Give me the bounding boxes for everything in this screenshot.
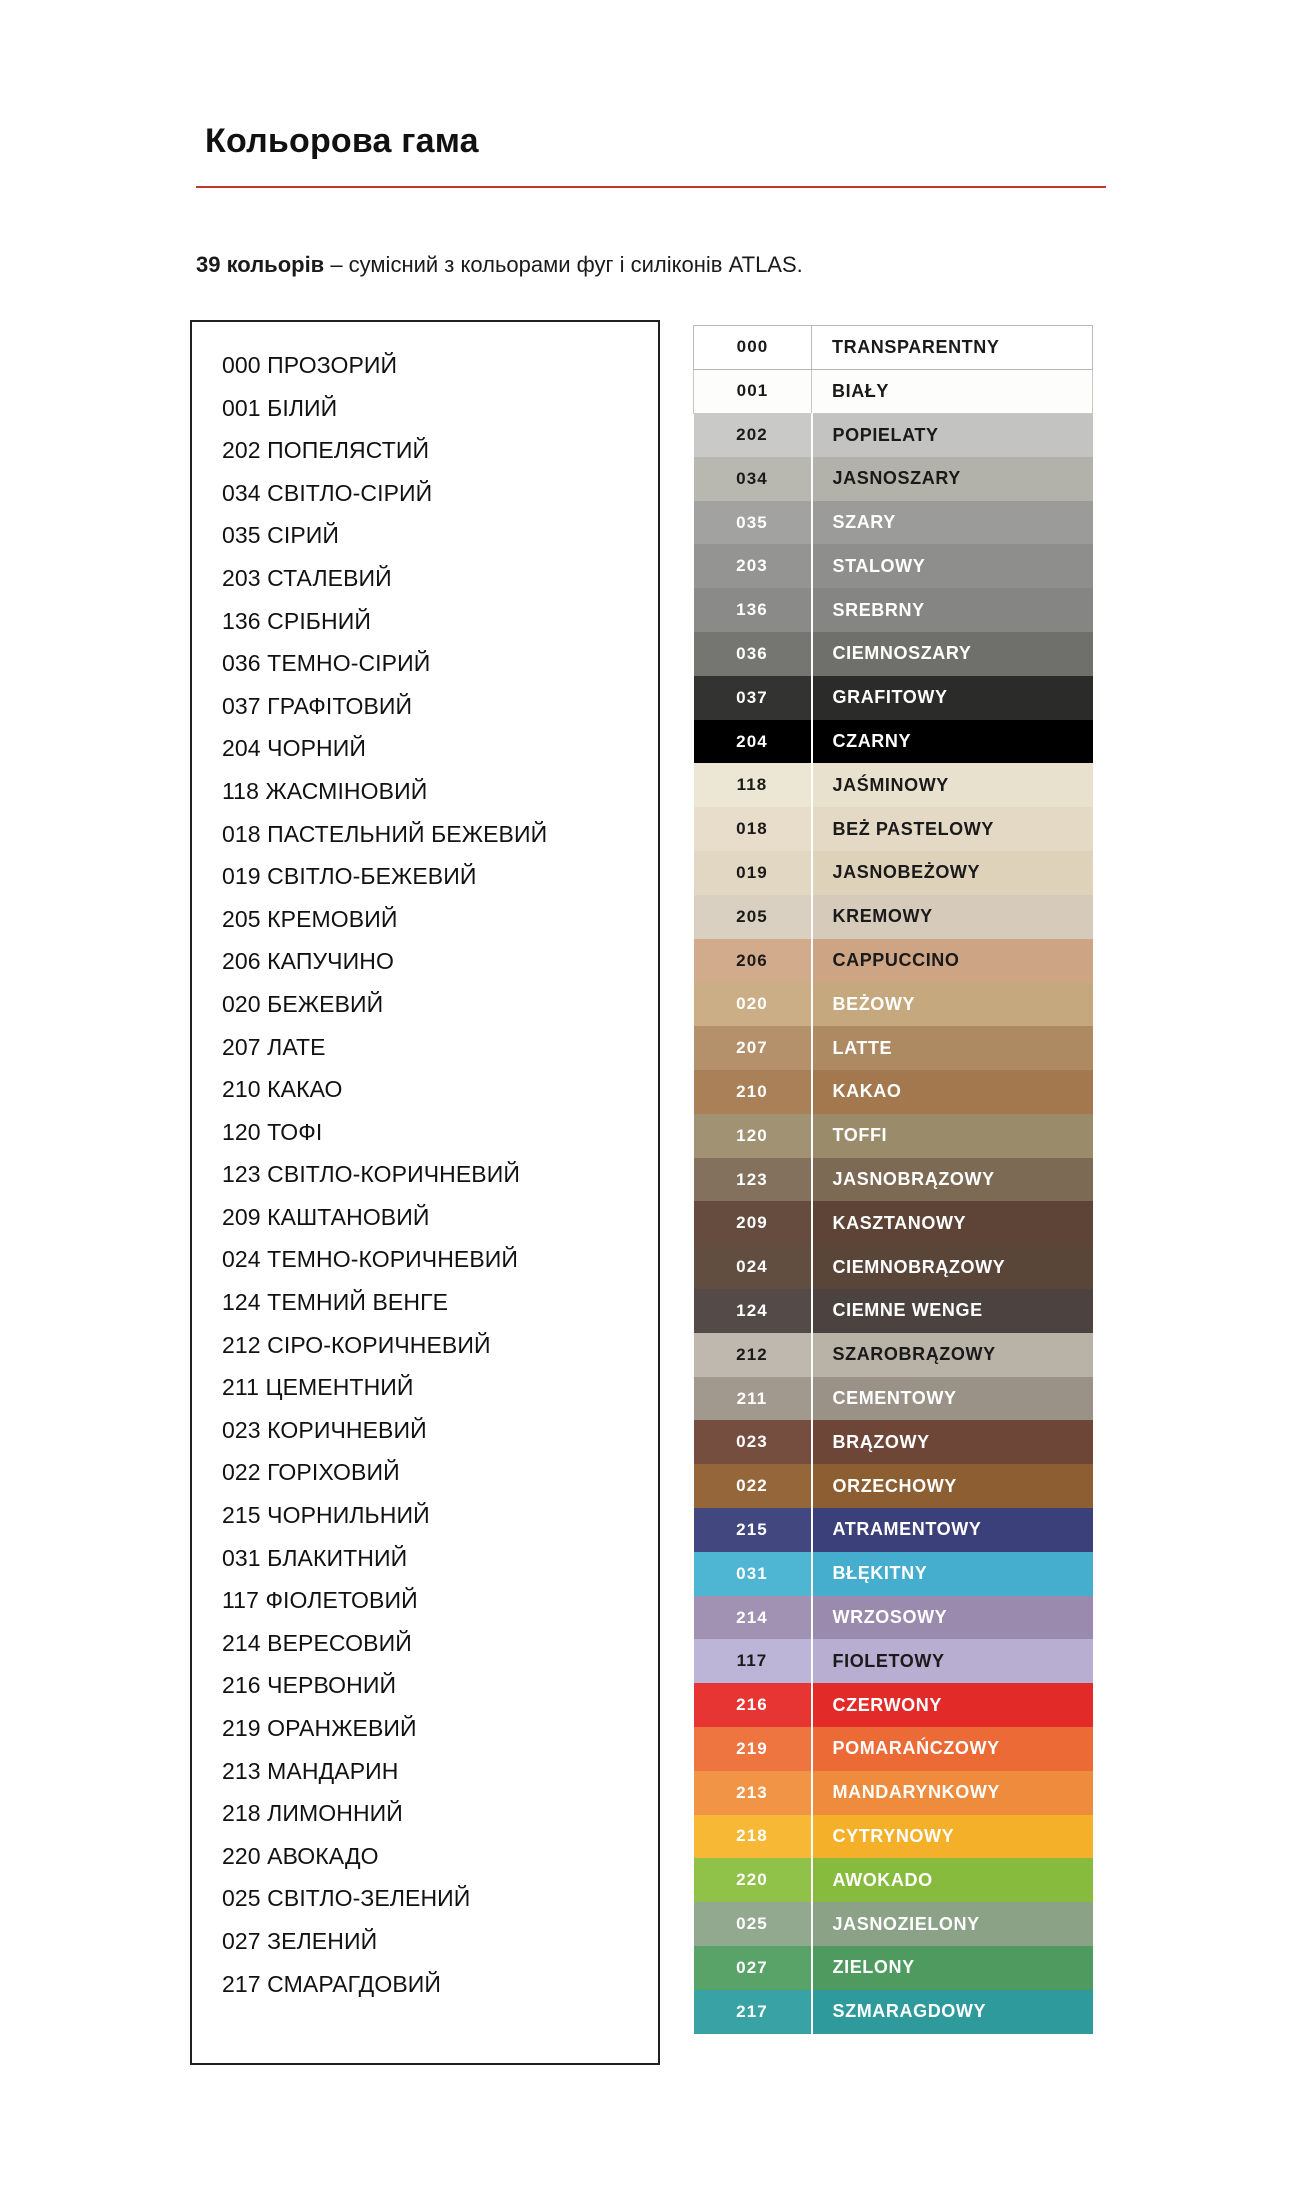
swatch-name: SREBRNY [812, 588, 1093, 632]
list-item: 118 ЖАСМІНОВИЙ [222, 777, 428, 804]
swatch-code: 120 [694, 1114, 812, 1158]
swatch-code: 219 [694, 1727, 812, 1771]
list-item: 123 СВІТЛО-КОРИЧНЕВИЙ [222, 1161, 520, 1188]
list-item: 206 КАПУЧИНО [222, 948, 394, 975]
table-row [694, 1333, 1093, 1377]
swatch-code: 205 [694, 895, 812, 939]
table-row [694, 1902, 1093, 1946]
list-item: 027 ЗЕЛЕНИЙ [222, 1927, 378, 1954]
table-row [694, 544, 1093, 588]
subtitle [196, 252, 803, 278]
swatch-name: LATTE [812, 1026, 1093, 1070]
swatch-code: 001 [694, 369, 812, 413]
swatch-name: AWOKADO [812, 1858, 1093, 1902]
swatch-code: 019 [694, 851, 812, 895]
swatch-name: JASNOZIELONY [812, 1902, 1093, 1946]
table-row [694, 1508, 1093, 1552]
list-item: 211 ЦЕМЕНТНИЙ [222, 1374, 414, 1401]
list-item: 024 ТЕМНО-КОРИЧНЕВИЙ [222, 1246, 519, 1273]
list-item: 209 КАШТАНОВИЙ [222, 1203, 430, 1230]
table-row [694, 1858, 1093, 1902]
table-row [694, 1158, 1093, 1202]
color-swatch-table [693, 325, 1093, 2034]
list-item: 124 ТЕМНИЙ ВЕНГЕ [222, 1289, 449, 1316]
swatch-code: 216 [694, 1683, 812, 1727]
swatch-name: CIEMNOSZARY [812, 632, 1093, 676]
swatch-name: POPIELATY [812, 413, 1093, 457]
swatch-code: 209 [694, 1201, 812, 1245]
list-item: 019 СВІТЛО-БЕЖЕВИЙ [222, 863, 477, 890]
table-row [694, 1639, 1093, 1683]
list-item: 216 ЧЕРВОНИЙ [222, 1672, 397, 1699]
table-row [694, 1815, 1093, 1859]
list-item: 001 БІЛИЙ [222, 394, 338, 421]
swatch-name: CIEMNOBRĄZOWY [812, 1245, 1093, 1289]
page-title: Кольорова гама [205, 122, 479, 160]
swatch-name: STALOWY [812, 544, 1093, 588]
list-item: 210 КАКАО [222, 1076, 343, 1103]
swatch-name: CAPPUCCINO [812, 939, 1093, 983]
swatch-code: 024 [694, 1245, 812, 1289]
swatch-code: 035 [694, 501, 812, 545]
swatch-code: 212 [694, 1333, 812, 1377]
swatch-code: 023 [694, 1420, 812, 1464]
color-count: 39 кольорів [196, 252, 325, 277]
list-item: 203 СТАЛЕВИЙ [222, 564, 392, 591]
table-row [694, 1420, 1093, 1464]
swatch-name: SZAROBRĄZOWY [812, 1333, 1093, 1377]
swatch-name: MANDARYNKOWY [812, 1771, 1093, 1815]
swatch-name: BRĄZOWY [812, 1420, 1093, 1464]
swatch-name: BEŻ PASTELOWY [812, 807, 1093, 851]
swatch-code: 124 [694, 1289, 812, 1333]
table-row [694, 1552, 1093, 1596]
swatch-code: 207 [694, 1026, 812, 1070]
swatch-name: TRANSPARENTNY [812, 326, 1093, 370]
list-item: 035 СІРИЙ [222, 522, 340, 549]
swatch-code: 118 [694, 763, 812, 807]
table-row [694, 982, 1093, 1026]
list-item: 022 ГОРІХОВИЙ [222, 1459, 400, 1486]
swatch-name: JASNOSZARY [812, 457, 1093, 501]
swatch-name: CIEMNE WENGE [812, 1289, 1093, 1333]
table-row [694, 501, 1093, 545]
table-row [694, 1464, 1093, 1508]
color-name-list [190, 320, 660, 2065]
table-row [694, 763, 1093, 807]
swatch-code: 204 [694, 720, 812, 764]
table-row [694, 1727, 1093, 1771]
list-item: 213 МАНДАРИН [222, 1757, 399, 1784]
table-row [694, 326, 1093, 370]
swatch-code: 037 [694, 676, 812, 720]
table-row [694, 1070, 1093, 1114]
table-row [694, 1026, 1093, 1070]
table-row [694, 939, 1093, 983]
subtitle-rest: – сумісний з кольорами фуг і силіконів ATLAS. [324, 252, 803, 277]
list-item: 215 ЧОРНИЛЬНИЙ [222, 1502, 430, 1529]
table-row [694, 413, 1093, 457]
table-row [694, 1771, 1093, 1815]
list-item: 219 ОРАНЖЕВИЙ [222, 1715, 417, 1741]
swatch-name: SZMARAGDOWY [812, 1990, 1093, 2034]
title-underline [196, 186, 1106, 188]
list-item: 117 ФІОЛЕТОВИЙ [222, 1587, 418, 1614]
swatch-code: 020 [694, 982, 812, 1026]
list-item: 212 СІРО-КОРИЧНЕВИЙ [222, 1331, 491, 1358]
list-item: 202 ПОПЕЛЯСТИЙ [222, 437, 430, 464]
table-row [694, 1596, 1093, 1640]
swatch-code: 218 [694, 1815, 812, 1859]
swatch-name: KAKAO [812, 1070, 1093, 1114]
list-item: 037 ГРАФІТОВИЙ [222, 692, 413, 719]
list-item: 207 ЛАТЕ [222, 1033, 326, 1060]
swatch-code: 034 [694, 457, 812, 501]
swatch-code: 213 [694, 1771, 812, 1815]
list-item: 020 БЕЖЕВИЙ [222, 990, 384, 1017]
swatch-code: 025 [694, 1902, 812, 1946]
swatch-code: 136 [694, 588, 812, 632]
table-row [694, 895, 1093, 939]
table-row [694, 1245, 1093, 1289]
swatch-code: 206 [694, 939, 812, 983]
list-item: 023 КОРИЧНЕВИЙ [222, 1416, 427, 1443]
swatch-name: BEŻOWY [812, 982, 1093, 1026]
swatch-name: POMARAŃCZOWY [812, 1727, 1093, 1771]
table-row [694, 1990, 1093, 2034]
swatch-name: ORZECHOWY [812, 1464, 1093, 1508]
list-item: 036 ТЕМНО-СІРИЙ [222, 650, 431, 677]
table-row [694, 1946, 1093, 1990]
swatch-code: 022 [694, 1464, 812, 1508]
swatch-name: TOFFI [812, 1114, 1093, 1158]
list-item: 025 СВІТЛО-ЗЕЛЕНИЙ [222, 1885, 471, 1912]
swatch-code: 203 [694, 544, 812, 588]
swatch-code: 027 [694, 1946, 812, 1990]
table-row [694, 457, 1093, 501]
swatch-name: BIAŁY [812, 369, 1093, 413]
swatch-name: JAŚMINOWY [812, 763, 1093, 807]
swatch-name: BŁĘKITNY [812, 1552, 1093, 1596]
list-item: 000 ПРОЗОРИЙ [222, 352, 398, 378]
swatch-code: 000 [694, 326, 812, 370]
swatch-code: 018 [694, 807, 812, 851]
list-item: 120 ТОФІ [222, 1118, 323, 1145]
swatch-name: WRZOSOWY [812, 1596, 1093, 1640]
swatch-code: 031 [694, 1552, 812, 1596]
swatch-code: 036 [694, 632, 812, 676]
swatch-name: JASNOBEŻOWY [812, 851, 1093, 895]
swatch-name: SZARY [812, 501, 1093, 545]
swatch-name: CZARNY [812, 720, 1093, 764]
list-item: 018 ПАСТЕЛЬНИЙ БЕЖЕВИЙ [222, 820, 548, 847]
list-item: 205 КРЕМОВИЙ [222, 905, 398, 932]
table-row [694, 632, 1093, 676]
table-row [694, 807, 1093, 851]
swatch-code: 220 [694, 1858, 812, 1902]
swatch-code: 211 [694, 1377, 812, 1421]
swatch-code: 215 [694, 1508, 812, 1552]
swatch-name: CZERWONY [812, 1683, 1093, 1727]
swatch-name: FIOLETOWY [812, 1639, 1093, 1683]
swatch-name: GRAFITOWY [812, 676, 1093, 720]
swatch-code: 217 [694, 1990, 812, 2034]
swatch-code: 202 [694, 413, 812, 457]
table-row [694, 1289, 1093, 1333]
swatch-name: KASZTANOWY [812, 1201, 1093, 1245]
list-item: 136 СРІБНИЙ [222, 607, 371, 634]
list-item: 031 БЛАКИТНИЙ [222, 1544, 408, 1571]
swatch-name: CEMENTOWY [812, 1377, 1093, 1421]
table-row [694, 720, 1093, 764]
table-row [694, 588, 1093, 632]
table-row [694, 1114, 1093, 1158]
table-row [694, 1683, 1093, 1727]
swatch-name: CYTRYNOWY [812, 1815, 1093, 1859]
swatch-name: ATRAMENTOWY [812, 1508, 1093, 1552]
list-item: 034 СВІТЛО-СІРИЙ [222, 479, 433, 506]
list-item: 220 АВОКАДО [222, 1842, 379, 1869]
swatch-name: ZIELONY [812, 1946, 1093, 1990]
swatch-name: KREMOWY [812, 895, 1093, 939]
list-item: 214 ВЕРЕСОВИЙ [222, 1629, 412, 1656]
table-row [694, 369, 1093, 413]
table-row [694, 1377, 1093, 1421]
table-row [694, 851, 1093, 895]
list-item: 217 СМАРАГДОВИЙ [222, 1970, 442, 1997]
table-row [694, 676, 1093, 720]
swatch-code: 123 [694, 1158, 812, 1202]
table-row [694, 1201, 1093, 1245]
swatch-name: JASNOBRĄZOWY [812, 1158, 1093, 1202]
swatch-code: 210 [694, 1070, 812, 1114]
list-item: 204 ЧОРНИЙ [222, 735, 366, 762]
swatch-code: 117 [694, 1639, 812, 1683]
swatch-code: 214 [694, 1596, 812, 1640]
list-item: 218 ЛИМОННИЙ [222, 1800, 403, 1827]
